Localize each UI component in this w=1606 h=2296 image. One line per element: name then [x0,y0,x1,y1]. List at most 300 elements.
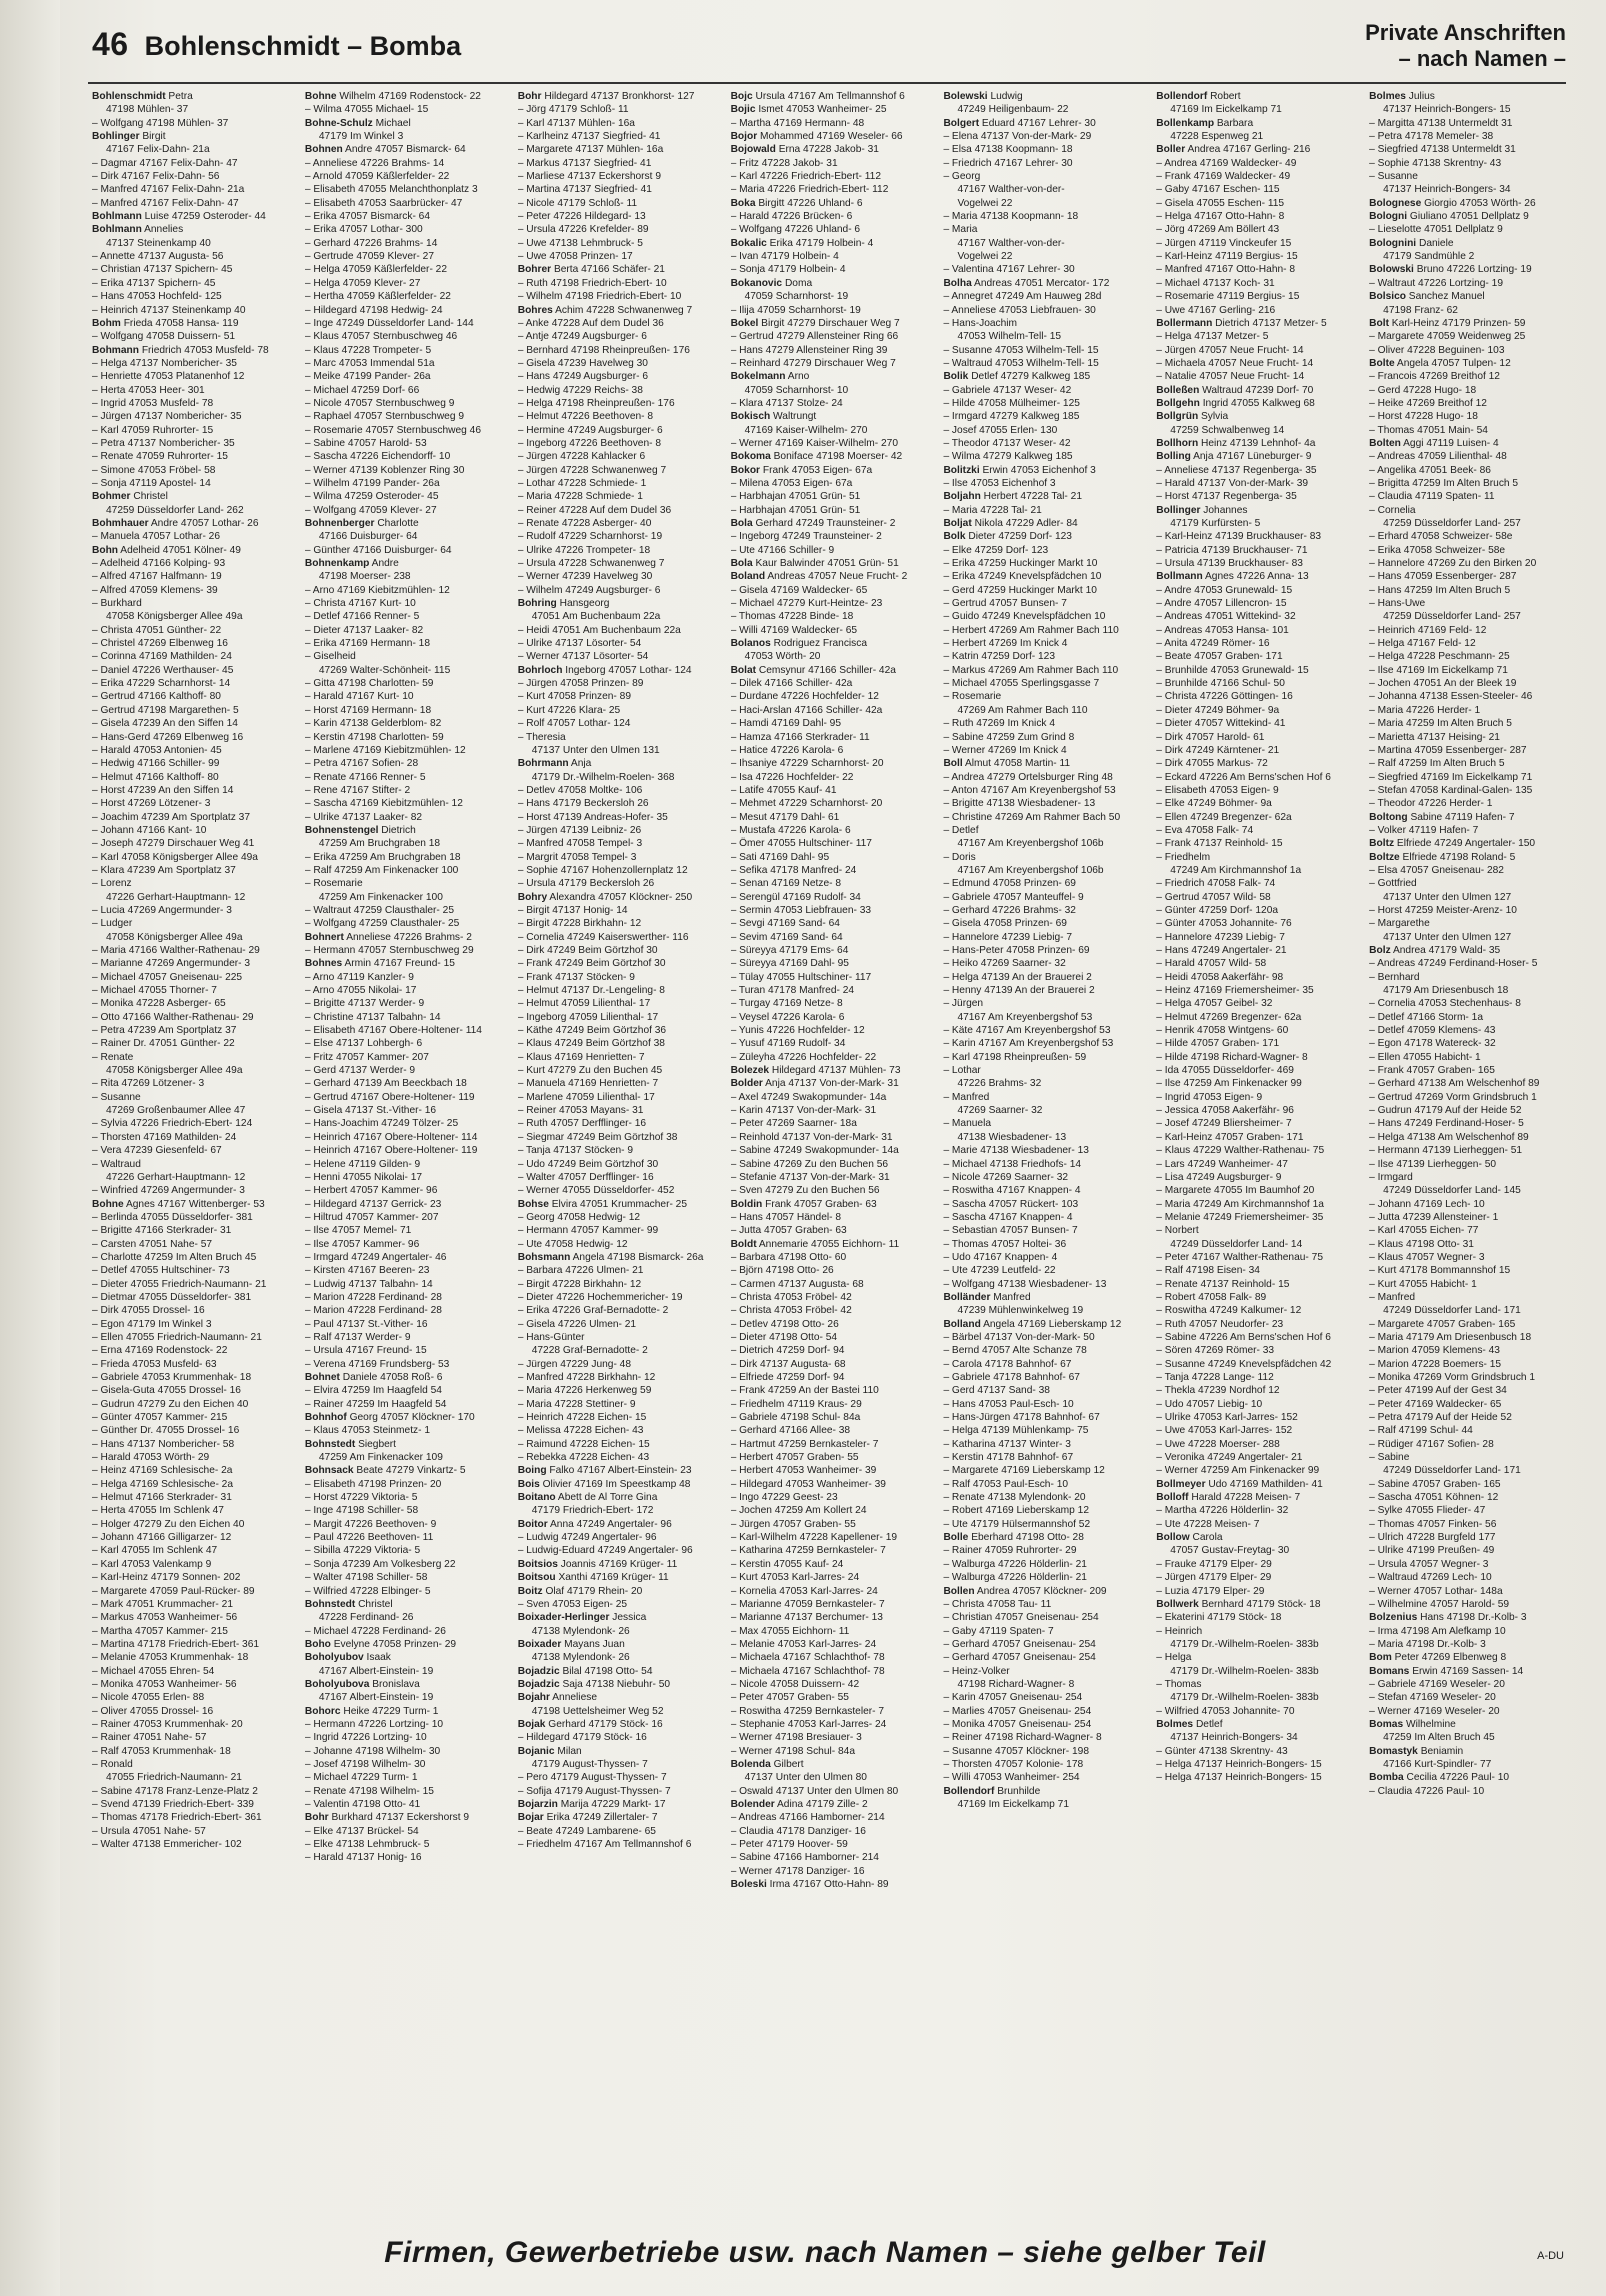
directory-entry: – Helga 47059 Klever- 27 [304,277,421,289]
directory-entry: Bohnstedt Siegbert [304,1438,397,1450]
directory-entry: Bohring Hansgeorg [517,598,610,610]
directory-entry: Bolland Angela 47169 Lieberskamp 12 [943,1318,1122,1330]
directory-entry: – Ute 47166 Schiller- 9 [730,544,835,556]
directory-entry: – Uwe 47053 Karl-Jarres- 152 [1156,1425,1293,1437]
directory-entry: – Heinz 47169 Schlesische- 2a [92,1465,233,1477]
directory-entry: – Jürgen 47228 Schwanenweg 7 [517,464,667,476]
directory-entry: – Wolfgang 47198 Mühlen- 37 [92,117,229,129]
directory-entry: – Jutta 47239 Allensteiner- 1 [1369,1211,1499,1223]
directory-entry: – Heinz-Volker [943,1665,1010,1677]
directory-entry: 47137 Heinrich-Bongers- 34 [1383,184,1511,196]
directory-entry: 47051 Am Buchenbaum 22a [531,611,661,623]
directory-entry: Bolloff Harald 47228 Meisen- 7 [1156,1492,1301,1504]
directory-entry: Boller Andrea 47167 Gerling- 216 [1156,144,1311,156]
directory-entry: – Helga 47139 An der Brauerei 2 [943,971,1092,983]
directory-entry: – Lothar [943,1065,981,1077]
directory-entry: Bolognese Giorgio 47053 Wörth- 26 [1369,197,1536,209]
directory-entry: – Yusuf 47169 Rudolf- 34 [730,1038,846,1050]
directory-entry: – Hatice 47226 Karola- 6 [730,744,844,756]
directory-entry: – Dietmar 47055 Düsseldorfer- 381 [92,1291,252,1303]
directory-entry: – Dirk 47137 Augusta- 68 [730,1358,846,1370]
directory-entry: Bolmes Julius [1369,91,1435,102]
directory-entry: 47226 Gerhart-Hauptmann- 12 [106,891,246,903]
directory-entry: – Simone 47053 Fröbel- 58 [92,464,216,476]
directory-entry: – Ursula 47057 Wegner- 3 [1369,1558,1489,1570]
directory-entry: – Serengül 47169 Rudolf- 34 [730,891,861,903]
directory-entry: – Peter 47269 Saarner- 18a [730,1118,857,1130]
directory-entry: – Rainer 47259 Im Haagfeld 54 [304,1398,447,1410]
directory-entry: Boldt Annemarie 47055 Eichhorn- 11 [730,1238,900,1250]
directory-entry: – Rosemarie [943,691,1002,703]
directory-entry: – Elke 47138 Lehmbruck- 5 [304,1839,430,1851]
directory-entry: Bohnhof Georg 47057 Klöckner- 170 [304,1412,475,1424]
directory-entry: Bollendorf Brunhilde [943,1785,1041,1797]
directory-entry: – Frank 47259 An der Bastei 110 [730,1385,879,1397]
directory-entry: – Latife 47055 Kauf- 41 [730,784,837,796]
directory-entry: – Sonja 47239 Am Volkesberg 22 [304,1558,456,1570]
directory-entry: – Jutta 47057 Graben- 63 [730,1225,847,1237]
directory-entry: – Dieter 47198 Otto- 54 [730,1331,838,1343]
directory-entry: – Stefan 47058 Kardinal-Galen- 135 [1369,784,1533,796]
directory-entry: – Waltraut 47259 Clausthaler- 25 [304,904,454,916]
directory-entry: – Jürgen 47229 Jung- 48 [517,1358,631,1370]
directory-entry: – Turgay 47169 Netze- 8 [730,998,843,1010]
section-heading-line2: – nach Namen – [1398,46,1566,71]
directory-entry: – Anton 47167 Am Kreyenbergshof 53 [943,784,1116,796]
directory-entry: – Sermin 47053 Liebfrauen- 33 [730,904,872,916]
directory-entry: – Sabine 47226 Am Berns'schen Hof 6 [1156,1331,1331,1343]
directory-entry: – Frank 47057 Graben- 165 [1369,1065,1495,1077]
directory-entry: – Ralf 47053 Paul-Esch- 10 [943,1478,1069,1490]
directory-entry: – Valentina 47167 Lehrer- 30 [943,264,1075,276]
directory-entry: – Horst 47239 An den Siffen 14 [92,784,234,796]
directory-entry: Boitano Abett de Al Torre Gina [517,1492,658,1504]
directory-entry: 47179 Dr.-Wilhelm-Roelen- 368 [531,771,675,783]
directory-entry: – Lothar 47228 Schmiede- 1 [517,477,647,489]
directory-entry: – Georg 47058 Hedwig- 12 [517,1211,641,1223]
directory-entry: 47259 Düsseldorfer Land- 257 [1383,611,1521,623]
directory-entry: – Martina 47178 Friedrich-Ebert- 361 [92,1638,260,1650]
directory-entry: – Stephanie 47053 Karl-Jarres- 24 [730,1718,887,1730]
directory-entry: 47167 Felix-Dahn- 21a [106,144,210,156]
directory-entry: Bohrloch Ingeborg 47057 Lothar- 124 [517,664,692,676]
directory-entry: – Yunis 47226 Hochfelder- 12 [730,1025,865,1037]
directory-entry: Bomas Wilhelmine [1369,1718,1456,1730]
directory-entry: – Manfred 47167 Felix-Dahn- 47 [92,197,239,209]
directory-entry: Bohrer Berta 47166 Schäfer- 21 [517,264,665,276]
directory-entry: – Herta 47053 Heer- 301 [92,384,205,396]
directory-entry: 47058 Königsberger Allee 49a [106,1065,243,1077]
directory-entry: – Helga 47137 Heinrich-Bongers- 15 [1156,1758,1322,1770]
directory-entry: – Sascha 47169 Kiebitzmühlen- 12 [304,798,463,810]
directory-entry: – Wilma 47055 Michael- 15 [304,104,429,116]
directory-entry: Bojarzin Marija 47229 Markt- 17 [517,1799,666,1810]
directory-entry: – Milena 47053 Eigen- 67a [730,477,853,489]
directory-entry: – Roswitha 47167 Knappen- 4 [943,1185,1081,1197]
directory-entry: – Helga 47169 Schlesische- 2a [92,1478,234,1490]
directory-entry: – Berlinda 47055 Düsseldorfer- 381 [92,1211,253,1223]
directory-entry: Bollenkamp Barbara [1156,117,1254,129]
directory-entry: – Erika 47169 Hermann- 18 [304,638,431,650]
directory-entry: – Gitta 47198 Charlotten- 59 [304,678,434,690]
directory-entry: – Melanie 47053 Krummenhak- 18 [92,1652,249,1664]
directory-entry: – Dieter 47055 Friedrich-Naumann- 21 [92,1278,267,1290]
directory-entry: – Ellen 47055 Habicht- 1 [1369,1051,1481,1063]
directory-entry: – Horst 47137 Regenberga- 35 [1156,491,1297,503]
directory-entry: – Anneliese 47137 Regenberga- 35 [1156,464,1317,476]
directory-entry: – Wolfgang 47058 Duissern- 51 [92,331,236,343]
directory-entry: – Hans 47137 Nombericher- 58 [92,1438,235,1450]
directory-entry: Bokalic Erika 47179 Holbein- 4 [730,237,874,249]
directory-entry: 47179 Dr.-Wilhelm-Roelen- 383b [1170,1665,1319,1677]
directory-entry: – Gertrud 47167 Obere-Holtener- 119 [304,1091,475,1103]
directory-entry: – Herbert 47057 Kammer- 96 [304,1185,438,1197]
directory-entry: – Kurt 47053 Karl-Jarres- 24 [730,1572,860,1584]
directory-entry: – Erna 47169 Rodenstock- 22 [92,1345,228,1357]
directory-entry: 47166 Kurt-Spindler- 77 [1383,1758,1492,1770]
directory-entry: – Klaus 47057 Wegner- 3 [1369,1251,1485,1263]
directory-entry: 47249 Düsseldorfer Land- 145 [1383,1185,1521,1197]
directory-entry: – Gudrun 47179 Auf der Heide 52 [1369,1105,1522,1117]
directory-entry: – Hans 47249 Angertaler- 21 [1156,945,1287,956]
directory-entry: – Harald 47053 Wörth- 29 [92,1452,210,1464]
directory-entry: – Else 47137 Lohbergh- 6 [304,1038,423,1050]
directory-entry: – Kurt 47178 Bommannshof 15 [1369,1265,1511,1277]
directory-entry: – Petra 47179 Auf der Heide 52 [1369,1412,1512,1424]
directory-entry: 47179 Dr.-Wilhelm-Roelen- 383b [1170,1638,1319,1650]
directory-entry: – Jürgen 47057 Neue Frucht- 14 [1156,344,1304,356]
directory-entry: – Martha 47169 Hermann- 48 [730,117,865,129]
directory-entry: – Renate 47138 Mylendonk- 20 [943,1492,1086,1504]
directory-entry: – Wilhelmine 47057 Harold- 59 [1369,1598,1510,1610]
directory-entry: – Ruth 47198 Friedrich-Ebert- 10 [517,277,667,289]
directory-entry: – Irmgard [1369,1171,1413,1183]
directory-entry: – Detlev 47198 Otto- 26 [730,1318,839,1330]
directory-entry: – Frieda 47053 Musfeld- 63 [92,1358,217,1370]
directory-entry: – Manuela 47169 Henrietten- 7 [517,1078,659,1090]
directory-entry: – Detlef 47059 Klemens- 43 [1369,1025,1496,1037]
directory-entry: Boldin Frank 47057 Graben- 63 [730,1198,877,1210]
directory-entry: – Gottfried [1369,878,1417,890]
directory-entry: – Michaela 47167 Schlachthof- 78 [730,1652,885,1664]
directory-entry: – Helmut 47226 Beethoven- 8 [517,411,654,423]
directory-entry: – Michael 47137 Koch- 31 [1156,277,1275,289]
directory-entry: – Bernd 47057 Alte Schanze 78 [943,1345,1087,1357]
directory-entry: – Johann 47169 Lech- 10 [1369,1198,1485,1210]
directory-entry: – Marianne 47059 Bernkasteler- 7 [730,1598,885,1610]
directory-entry: Bom Peter 47269 Elbenweg 8 [1369,1652,1507,1664]
directory-entry: – Petra 47178 Memeler- 38 [1369,131,1494,143]
directory-entry: – Waltraud [92,1158,141,1170]
directory-entry: Bojahr Anneliese [517,1692,597,1704]
directory-entry: – Isa 47226 Hochfelder- 22 [730,771,854,783]
directory-entry: – Sabine 47166 Hamborner- 214 [730,1852,879,1864]
directory-entry: – Brigitta 47259 Im Alten Bruch 5 [1369,477,1519,489]
directory-entry: – Maria 47226 Herkenweg 59 [517,1385,652,1397]
directory-entry: – Kornelia 47053 Karl-Jarres- 24 [730,1585,878,1597]
directory-entry: – Nicole 47269 Saarner- 32 [943,1171,1069,1183]
directory-entry: – Gisela 47169 Waldecker- 65 [730,584,868,596]
directory-entry: – Erika 47057 Lothar- 300 [304,224,423,236]
directory-entry: Vogelwei 22 [957,197,1013,209]
directory-entry: – Irmgard 47249 Angertaler- 46 [304,1251,447,1263]
directory-entry: – Detlef 47166 Storm- 1a [1369,1011,1483,1023]
directory-entry: – Manfred 47167 Otto-Hahn- 8 [1156,264,1296,276]
directory-entry: – Alfred 47059 Klemens- 39 [92,584,218,596]
directory-entry: Bollow Carola [1156,1532,1223,1544]
directory-entry: – Martha 47226 Hölderlin- 32 [1156,1505,1289,1517]
directory-entry: – Inge 47249 Düsseldorfer Land- 144 [304,317,474,329]
directory-entry: – Klara 47137 Stolze- 24 [730,397,843,409]
directory-entry: – Christa 47226 Göttingen- 16 [1156,691,1293,703]
directory-entry: – Margarete 47055 Im Baumhof 20 [1156,1185,1315,1197]
directory-entry: – Dieter 47226 Hochemmericher- 19 [517,1291,683,1303]
directory-entry: Bohr Burkhard 47137 Eckershorst 9 [304,1812,470,1824]
page-title: Bohlenschmidt – Bomba [144,31,462,61]
directory-entry: – Marion 47228 Ferdinand- 28 [304,1291,442,1303]
directory-entry: – Renate 47137 Reinhold- 15 [1156,1278,1290,1290]
directory-entry: – Werner 47178 Danziger- 16 [730,1865,865,1877]
directory-entry: Bokoma Boniface 47198 Moerser- 42 [730,451,903,463]
directory-entry: – Josef 47055 Erlen- 130 [943,424,1058,436]
directory-entry: 47179 Kurfürsten- 5 [1170,518,1261,529]
directory-entry: – Sascha 47167 Knappen- 4 [943,1211,1073,1223]
directory-entry: – Karl 47226 Friedrich-Ebert- 112 [730,171,882,183]
directory-entry: – Hiltrud 47057 Kammer- 207 [304,1211,439,1223]
directory-entry: Bokanovic Doma [730,277,813,289]
directory-entry: – Michael 47138 Friedhofs- 14 [943,1158,1082,1170]
directory-entry: – Adelheid 47166 Kolping- 93 [92,558,226,570]
directory-entry: – Theodor 47137 Weser- 42 [943,437,1071,449]
directory-entry: – Maria 47228 Schmiede- 1 [517,491,643,503]
directory-entry: – Martha 47057 Kammer- 215 [92,1625,228,1637]
directory-entry: – Gertrud 47269 Vorm Grindsbruch 1 [1369,1091,1537,1103]
directory-entry: – Gerhard 47139 Am Beeckbach 18 [304,1078,467,1090]
directory-entry: – Sati 47169 Dahl- 95 [730,851,830,863]
directory-entry: 47169 Kaiser-Wilhelm- 270 [744,424,868,436]
directory-entry: – Karl 47137 Mühlen- 16a [517,117,635,129]
directory-entry: – Jörg 47179 Schloß- 11 [517,104,629,116]
directory-entry: 47138 Wiesbadener- 13 [957,1131,1067,1143]
directory-entry: – Rudolf 47229 Scharnhorst- 19 [517,531,663,543]
directory-entry: – Ingeborg 47059 Lilienthal- 17 [517,1011,659,1023]
directory-entry: – Hans 47249 Ferdinand-Hoser- 5 [1369,1118,1524,1130]
directory-entry: 47167 Albert-Einstein- 19 [318,1665,434,1677]
directory-entry: – Erika 47226 Graf-Bernadotte- 2 [517,1305,669,1317]
directory-entry: – Ulrike 47226 Trompeter- 18 [517,544,651,556]
directory-entry: – Heinrich 47137 Steinenkamp 40 [92,304,246,316]
directory-entry: – Heinrich [1156,1625,1203,1637]
directory-entry: – Elisabeth 47055 Melanchthonplatz 3 [304,184,478,196]
directory-entry: – Maria [943,224,978,236]
directory-entry: – Nicole 47055 Erlen- 88 [92,1692,205,1704]
directory-entry: – Maria 47228 Stettiner- 9 [517,1398,636,1410]
directory-entry: – Doris [943,851,976,863]
directory-entry: 47167 Am Kreyenbergshof 106b [957,838,1104,850]
directory-entry: – Thorsten 47169 Mathilden- 24 [92,1131,237,1143]
directory-entry: – Markus 47137 Siegfried- 41 [517,157,652,169]
directory-entry: – Sevgi 47169 Sand- 64 [730,918,840,930]
directory-entry: – Arno 47055 Nikolai- 17 [304,985,417,997]
directory-entry: – Christa 47051 Günther- 22 [92,624,222,636]
directory-entry: – Hans 47279 Allensteiner Ring 39 [730,344,888,356]
directory-entry: – Claudia 47226 Paul- 10 [1369,1785,1485,1797]
directory-entry: – Ingo 47229 Geest- 23 [730,1492,838,1504]
directory-entry: – Oswald 47137 Unter den Ulmen 80 [730,1785,899,1797]
directory-entry: – Hildegard 47179 Stöck- 16 [517,1732,647,1744]
directory-entry: – Roswitha 47259 Bernkasteler- 7 [730,1705,885,1717]
directory-entry: – Jürgen 47228 Kahlacker 6 [517,451,646,463]
directory-entry: – Lucia 47269 Angermunder- 3 [92,904,232,916]
directory-entry: – Detlef 47166 Renner- 5 [304,611,420,623]
directory-entry: – Hans 47249 Augsburger- 6 [517,371,648,383]
directory-entry: – Nicole 47057 Sternbuschweg 9 [304,397,455,409]
directory-entry: – Ellen 47249 Bregenzer- 62a [1156,811,1292,823]
directory-entry: – Ihsaniye 47229 Scharnhorst- 20 [730,758,884,770]
directory-entry: – Sofija 47179 August-Thyssen- 7 [517,1785,671,1797]
directory-entry: – Klaus 47198 Otto- 31 [1369,1238,1474,1250]
directory-entry: Bolleßen Waltraud 47239 Dorf- 70 [1156,384,1314,396]
directory-entry: – Günter 47057 Kammer- 215 [92,1412,228,1424]
directory-entry: – Carola 47178 Bahnhof- 67 [943,1358,1072,1370]
directory-entry: – Willi 47169 Waldecker- 65 [730,624,858,636]
directory-entry: – Gisela 47239 An den Siffen 14 [92,718,238,730]
directory-entry: Bolewski Ludwig [943,91,1023,102]
directory-entry: – Heinrich 47167 Obere-Holtener- 119 [304,1145,478,1157]
directory-entry: 47137 Unter den Ulmen 127 [1383,891,1512,903]
directory-entry: – Monika 47269 Vorm Grindsbruch 1 [1369,1372,1536,1383]
directory-entry: – Gisela 47055 Eschen- 115 [1156,197,1285,209]
directory-entry: – Horst 47269 Lötzener- 3 [92,798,211,810]
directory-entry: – Klara 47239 Am Sportplatz 37 [92,864,236,876]
directory-entry: – Melanie 47053 Karl-Jarres- 24 [730,1638,877,1650]
directory-entry: Bolitzki Erwin 47053 Eichenhof 3 [943,464,1096,476]
directory-entry: – Bernhard [1369,971,1420,983]
directory-entry: – Helmut 47137 Dr.-Lengeling- 8 [517,985,665,997]
directory-entry: – Andreas 47051 Wittekind- 32 [1156,611,1296,623]
directory-entry: – Peter 47179 Hoover- 59 [730,1839,848,1851]
directory-entry: Bohnenkamp Andre [304,558,399,570]
directory-entry: 47169 Im Eickelkamp 71 [957,1799,1069,1810]
directory-entry: – Patricia 47139 Bruckhauser- 71 [1156,544,1308,556]
directory-entry: – Marlene 47169 Kiebitzmühlen- 12 [304,744,466,756]
directory-entry: – Hermann 47226 Lortzing- 10 [304,1718,444,1730]
directory-entry: – Theodor 47226 Herder- 1 [1369,798,1493,810]
directory-entry: – Hedwig 47229 Reichs- 38 [517,384,643,396]
directory-entry: Bohres Achim 47228 Schwanenweg 7 [517,304,693,316]
directory-entry: – Ellen 47055 Friedrich-Naumann- 21 [92,1331,262,1343]
directory-entry: – Margit 47226 Beethoven- 9 [304,1518,437,1530]
directory-entry: – Erika 47057 Bismarck- 64 [304,211,430,223]
directory-entry: – Helga 47137 Nombericher- 35 [92,357,237,369]
directory-entry: – Gerd 47259 Huckinger Markt 10 [943,584,1097,596]
directory-entry: – Christa 47053 Fröbel- 42 [730,1305,852,1317]
directory-entry: – Paul 47226 Beethoven- 11 [304,1532,434,1544]
directory-entry: – Horst 47259 Meister-Arenz- 10 [1369,904,1517,916]
directory-entry: – Helmut 47269 Bregenzer- 62a [1156,1011,1302,1023]
directory-entry: – Cornelia 47053 Stechenhaus- 8 [1369,998,1521,1010]
directory-entry: – Maria 47228 Tal- 21 [943,504,1042,516]
directory-entry: – Karl 47058 Königsberger Allee 49a [92,851,258,863]
directory-entry: – Gerhard 47226 Brahms- 14 [304,237,438,249]
directory-entry: Boho Evelyne 47058 Prinzen- 29 [304,1638,457,1650]
directory-entry: – Birgit 47228 Birkhahn- 12 [517,918,642,930]
directory-entry: – Daniel 47226 Werthauser- 45 [92,664,234,676]
directory-entry: – Melanie 47249 Friemersheimer- 35 [1156,1211,1324,1223]
directory-entry: Bohmhauer Andre 47057 Lothar- 26 [92,518,259,529]
directory-entry: – Katharina 47137 Winter- 3 [943,1438,1071,1450]
directory-entry: – Manfred [1369,1291,1416,1303]
directory-entry: Bohlinger Birgit [92,131,166,143]
directory-entry: – Siegmar 47249 Beim Görtzhof 38 [517,1131,678,1143]
directory-entry: Bologni Giuliano 47051 Dellplatz 9 [1369,211,1529,223]
directory-entry: – Roswitha 47249 Kalkumer- 12 [1156,1305,1302,1317]
directory-entry: 47167 Walther-von-der- [957,184,1065,196]
directory-entry: Boholyubov Isaak [304,1652,391,1664]
directory-entry: 47179 Im Winkel 3 [318,131,404,143]
directory-entry: – Henny 47139 An der Brauerei 2 [943,985,1095,997]
directory-entry: – Meike 47199 Pander- 26a [304,371,431,383]
directory-entry: – Klaus 47053 Steinmetz- 1 [304,1425,431,1437]
directory-entry: Boitsios Joannis 47169 Krüger- 11 [517,1558,678,1570]
directory-entry: – Martina 47059 Essenberger- 287 [1369,744,1527,756]
directory-entry: – Ursula 47139 Bruckhauser- 83 [1156,558,1303,570]
directory-entry: 47239 Mühlenwinkelweg 19 [957,1305,1084,1317]
directory-entry: – Ralf 47137 Werder- 9 [304,1331,411,1343]
page-header [92,26,461,70]
directory-entry: – Manfred [943,1091,990,1103]
directory-entry: – Sevim 47169 Sand- 64 [730,931,843,943]
directory-entry: – Ulrike 47199 Preußen- 49 [1369,1545,1495,1557]
directory-entry: – Barbara 47226 Ulmen- 21 [517,1265,644,1277]
directory-entry: – Dieter 47249 Böhmer- 9a [1156,704,1280,716]
directory-entry: Boltong Sabine 47119 Hafen- 7 [1369,811,1515,823]
directory-entry: Bojadzic Saja 47138 Niebuhr- 50 [517,1678,671,1690]
directory-entry: 47259 Düsseldorfer Land- 262 [106,504,244,516]
directory-entry: Bohnen Andre 47057 Bismarck- 64 [304,144,466,156]
directory-entry: – Hartmut 47259 Bernkasteler- 7 [730,1438,879,1450]
directory-entry: – Cornelia [1369,504,1416,516]
directory-entry: – Jochen 47051 An der Bleek 19 [1369,678,1517,690]
directory-entry: – Klaus 47169 Henrietten- 7 [517,1051,645,1063]
directory-entry: – Holger 47279 Zu den Eichen 40 [92,1518,245,1530]
directory-entry: – Marlene 47059 Lilienthal- 17 [517,1091,655,1103]
directory-entry: 47179 Sandmühle 2 [1383,251,1475,263]
directory-entry: – Wilfried 47053 Johannite- 70 [1156,1705,1295,1717]
directory-entry: – Werner 47198 Bresiauer- 3 [730,1732,862,1744]
directory-entry: – Joseph 47279 Dirschauer Weg 41 [92,838,255,850]
directory-entry: – Gertrud 47057 Wild- 58 [1156,891,1271,903]
directory-entry: Bollgehn Ingrid 47055 Kalkweg 68 [1156,397,1315,409]
directory-entry: – Horst 47228 Hugo- 18 [1369,411,1478,423]
directory-entry: – Harald 47137 Honig- 16 [304,1852,422,1864]
directory-entry: – Anita 47249 Römer- 16 [1156,638,1270,650]
listing-column-4 [731,90,936,2216]
directory-entry: – Raphael 47057 Sternbuschweg 9 [304,411,465,423]
directory-entry: – Gaby 47167 Eschen- 115 [1156,184,1280,196]
directory-entry: – Walter 47198 Schiller- 58 [304,1572,428,1584]
directory-entry: – Annegret 47249 Am Hauweg 28d [943,291,1102,303]
directory-entry: 47228 Espenweg 21 [1170,131,1264,143]
directory-entry: – Volker 47119 Hafen- 7 [1369,824,1479,836]
directory-entry: – Karlheinz 47137 Siegfried- 41 [517,131,661,143]
directory-entry: – Tanja 47137 Stöcken- 9 [517,1145,634,1157]
directory-entry: – Margarete 47137 Mühlen- 16a [517,144,664,156]
directory-entry: Boka Birgitt 47226 Uhland- 6 [730,197,863,209]
directory-entry: – Ludwig 47137 Talbahn- 14 [304,1278,433,1290]
directory-entry: 47228 Graf-Bernadotte- 2 [531,1345,648,1357]
directory-entry: – Monika 47057 Gneisenau- 254 [943,1718,1092,1730]
